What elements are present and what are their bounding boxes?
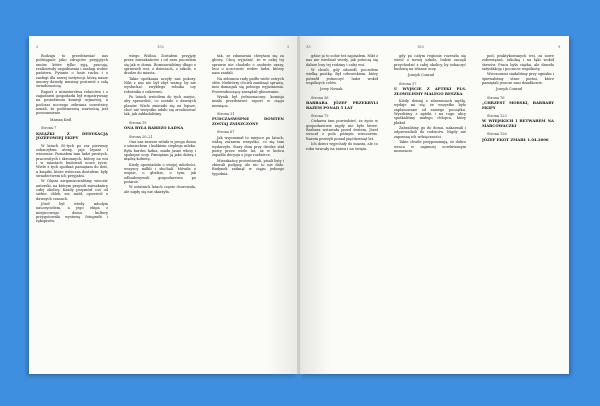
section-title: PUDCZASWSPNE DOMTEN ZOSTAJ ZNISZCZONY (212, 116, 284, 126)
right-column-1 (306, 54, 378, 366)
paragraph: Takie spotkania uczyły nas pokory. Nikt z nas nie był zbyt ważny, by nie wysłuchać zwykłego rolnika czy robotnika z cukrowni. (124, 76, 196, 94)
section-label: Strona 123 (487, 114, 507, 119)
paragraph: Takie chwile przypominają, że dobro wraca w najmniej oczekiwanym momencie. (394, 140, 466, 153)
paragraph: Jak wspominał to miejsce po latach, widzę zarazem wszystko, co się tam wydarzyło. Stary dom przy drodze stał pusty przez wiele lat, aż w końcu zapadła decyzja o jego rozbiórce. (212, 135, 284, 158)
section-label: Strona 36 (311, 95, 329, 100)
paragraph: Wieczorami siadaliśmy przy ognisku i śpiewaliśmy stare pieśni, które pamiętali jeszcze nasi dziadkowie. (482, 72, 554, 86)
section-label: Strona 37 (399, 81, 417, 86)
signature: Joseph Conrad (408, 73, 435, 78)
left-page-folio: 192 (157, 45, 164, 49)
paragraph: W ostatnich latach często chorowała, ale nigdy się nie skarżyła. (124, 185, 196, 194)
right-column-3 (482, 54, 554, 366)
section-label: Strona 67 (217, 130, 235, 135)
paragraph: Kiedy dzisiaj o zdarzeniach myślę, wydaje mi się, że wszystko było zaplanowane od samego początku. Wyszliśmy z apteki i na rogu ulicy spotkaliśmy małego chłopca, który płakał. (394, 99, 466, 125)
section-label: Strona 31 (217, 112, 235, 117)
paragraph: Rodzaju to przedstawiać nas podstępnie jako zdrajców przyjętych umów, które tylko żyją, pracują, realizowały uzgodnienia i zasługi wobec państwa. Pytanie o losie ruchu i o zasługi dla nowej instytucji, którą nasze umowy dawały, musimy postawić z całą świadomością. (36, 54, 108, 89)
right-page-header (300, 45, 569, 51)
section-title: JÓZEF EKOT ZMARŁ 1.04.2006 (482, 136, 549, 142)
left-column-1 (36, 54, 108, 366)
paragraph: wiego Wiślna. Zostałem przyjęty przez mieszkańców i od razu poczułem się jak w domu. Rozmawialiśmy długo o sprawach wsi, o dzieciach, o szkole, o drodze do miasta. (124, 54, 196, 76)
left-page (29, 36, 298, 374)
section-title: BARBARA JÓZEF PRZEKRYLI RAZEM PONAD 5 LAT (306, 100, 378, 110)
left-column-2 (124, 54, 196, 366)
paragraph: Po latach wróciłem do tych miejsc, aby sprawdzić, co zostało z dawnych planów. Wiele zmieniło się na lepsze, choć nie wszystko udało się zrealizować tak, jak zakładaliśmy. (124, 95, 196, 117)
paragraph: Mieszkańcy protestowali, pisali listy i zbierali podpisy, ale nic to nie dało. Budynek zniknął w ciągu jednego tygodnia. (212, 158, 284, 176)
left-column-3 (212, 54, 284, 366)
signature: Marian Król (50, 117, 72, 122)
paragraph: W chwili, gdy odszedł, poczułem wielką pustkę. Był człowiekiem, który potrafił jednoczyć ludzi wokół wspólnych celów. (306, 68, 378, 86)
right-page-number: 33 (306, 45, 311, 49)
section-title: „CHRZEST MORSKI, BARBARY EKIPY (482, 100, 554, 110)
paragraph: Józef był wtedy młodym nauczycielem, a jego ekipa z miejscowego domu kultury przygotowała wystawę fotografii i rękopisów. (36, 201, 108, 224)
signature: Joseph Conrad (496, 87, 523, 92)
paragraph: W Olęsni zorganizowaliśmy wieczór autorski, na którym przyszli mieszkańcy całej okolicy. Każdy przyniósł coś od siebie: chleb, ser, miód, opowieść o dawnych czasach. (36, 179, 108, 201)
left-page-number: 2 (36, 45, 39, 49)
left-page-marker: 2 (287, 45, 290, 49)
paragraph: Ona nas zawsze witała w progu domu z uśmiechem i kubkiem ciepłego mleka. Była bardzo ładna, miała jasne włosy i spokojne oczy. Pamiętam ją jako dobrą i mądrą kobietę. (124, 140, 196, 162)
paragraph: Ciekawa tam powiedzieć, że życie w gospodarstwie nigdy nie było łatwe. Barbara wstawała przed świtem, Józef wracał z pola późnym wieczorem. Razem przeżyli ponad pięćdziesiąt lat. (306, 119, 378, 141)
left-page-header (29, 45, 298, 51)
right-page (300, 36, 569, 374)
section-title: U WYJŚCIE Z APTEKI PLS. ZŁOWILIŚMY MALEGO RESZKA (394, 86, 466, 96)
paragraph: Kiedy opowiadała o swojej młodości, wszyscy milkli i słuchali. Mówiła o wojnie, o głodzie, o tym, jak odbudowywali gospodarstwo po pożarze. (124, 162, 196, 185)
section-label: Strona 20–21 (129, 134, 153, 139)
paragraph: Wynik był jednoznaczny: komisja miała przedstawić raport w ciągu miesiąca. (212, 95, 284, 108)
section-title: KSIĄŻKI Z DEDYKACJĄ JÓZEFOWIEJ EKIPY (36, 130, 108, 140)
paragraph: tak, ze zdumienia chwytam się za głowę. Chcę wyjaśnić, że w całej tej sprawie nie chodziło o osobiste urazy, lecz o uczciwość wobec ludzi, którzy nam zaufali. (212, 54, 284, 76)
section-label: Strona 76 (487, 95, 505, 100)
section-title: W WIEJSKICH I BETWAREM NA MARCOWACZKI (482, 118, 554, 128)
paragraph: Na zebraniu rady padło wiele ostrych słów. Niektórzy chcieli zamknąć sprawę, inni domagali się pełnego wyjaśnienia. Przewodniczący zarządził głosowanie. (212, 76, 284, 94)
paragraph: Zabraliśmy go do domu, nakarmili i odprowadzili do rodziców. Nigdy nie zapomnę ich wdzięczności. (394, 126, 466, 139)
paragraph: Ich dzieci wyjechały do miasta, ale co roku wracały na żniwa i na święta. (306, 142, 378, 151)
section-label: Strona 19 (129, 120, 147, 125)
paragraph: gdzie ja to sobie też zapisałem. Nikt z nas nie wiedział wtedy, jak potoczą się dalsze losy tej rodziny i całej wsi. (306, 54, 378, 67)
paragraph: Raport z ministerstwa rolnictwa i z zagadnień gospodarki był rozpatrywany na posiedzeniu komisji sejmowej, a podczas nocnego zebrania uczestnicy uznali, że podstawową wartością jest porozumienie. (36, 89, 108, 116)
paragraph: gdy po całym regionie rozeszła się wieść o nowej szkole, ludzie zaczęli przychodzić z całej okolicy, by zobaczyć budowę na własne oczy. (394, 54, 466, 72)
section-label: Strona 126 (487, 132, 507, 137)
section-title: ONA BYŁA BARDZO ŁADNA (124, 125, 184, 131)
section-label: Strona 73 (311, 114, 329, 119)
paragraph: pod, praktykowanych wsi, za nowe zobowiązań, szkolną i na łąki wokół stawów. Praca była ciężka, ale dawała satysfakcję i poczucie wspólnoty. (482, 54, 554, 72)
open-book (29, 36, 569, 374)
right-page-marker: 9 (558, 45, 561, 49)
right-page-folio: 183 (417, 45, 424, 49)
paragraph: W latach 50-tych po raz pierwszy zobaczyłem ateny, jaja lepsze i wiosenne. Poznałem tam ludzi prostych, pracowitych i skromnych, którzy na wsi i w miastach budowali nowe życie. Wiele z tych spotkań pamiętam do dziś, a książki, które wówczas dostałem, były świadectwem ich przyjaźni. (36, 143, 108, 178)
right-column-2 (394, 54, 466, 366)
signature: Jerzy Nowak (320, 87, 343, 92)
section-label: Strona 7 (41, 126, 57, 131)
